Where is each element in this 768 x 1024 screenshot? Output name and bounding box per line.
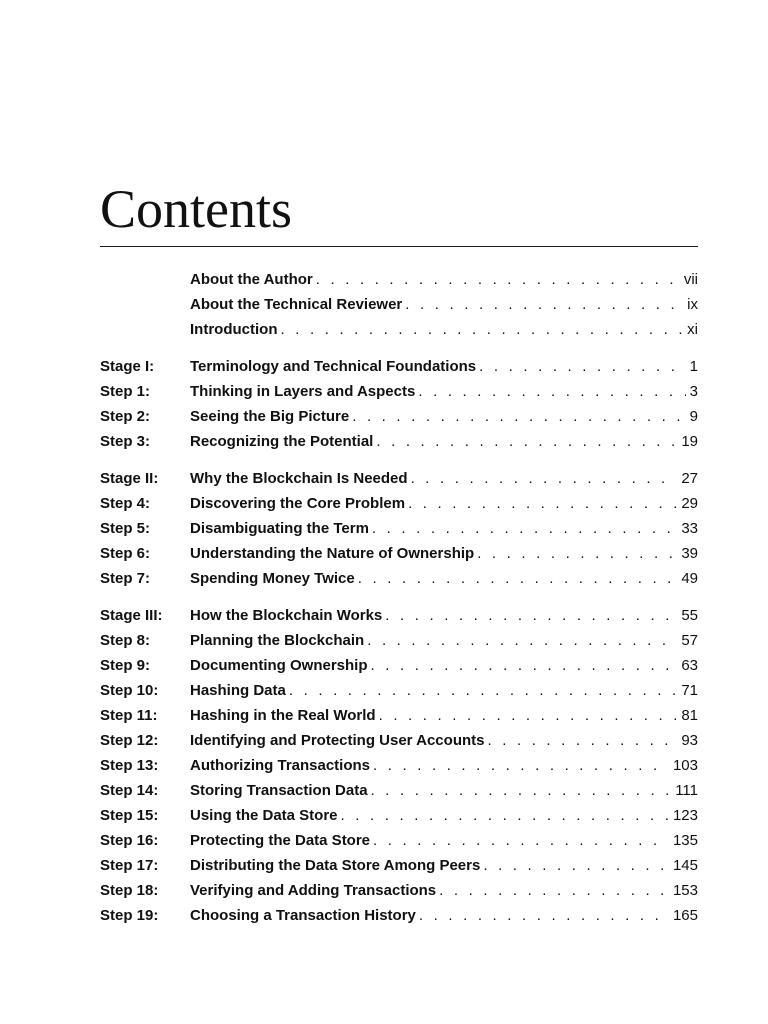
toc-entry[interactable] bbox=[100, 603, 698, 628]
toc-dot-leader bbox=[355, 566, 678, 591]
toc-group-front-matter bbox=[100, 267, 698, 342]
toc-entry-number: Stage II: bbox=[100, 470, 159, 487]
toc-entry-page: 63 bbox=[681, 657, 698, 674]
toc-dot-leader bbox=[277, 317, 683, 342]
toc-dot-leader bbox=[382, 603, 677, 628]
toc-entry[interactable] bbox=[100, 516, 698, 541]
toc-dot-leader bbox=[484, 728, 677, 753]
toc-entry-title: Choosing a Transaction History bbox=[190, 907, 416, 924]
toc-entry[interactable] bbox=[100, 317, 698, 342]
toc-entry-page: 9 bbox=[689, 408, 698, 425]
toc-entry-number: Stage I: bbox=[100, 358, 155, 375]
toc-entry[interactable] bbox=[100, 292, 698, 317]
toc-entry-title: Using the Data Store bbox=[190, 807, 338, 824]
toc-entry-number: Step 2: bbox=[100, 408, 151, 425]
toc-entry-title: Identifying and Protecting User Accounts bbox=[190, 732, 485, 749]
toc-dot-leader bbox=[313, 267, 680, 292]
toc-entry-number: Step 11: bbox=[100, 707, 158, 724]
toc-entry-title: Protecting the Data Store bbox=[190, 832, 371, 849]
toc-entry-title: Why the Blockchain Is Needed bbox=[190, 470, 408, 487]
toc-entry-number: Step 7: bbox=[100, 570, 151, 587]
toc-entry-title: Seeing the Big Picture bbox=[190, 408, 350, 425]
toc-entry-page: 29 bbox=[681, 495, 698, 512]
toc-entry-title: How the Blockchain Works bbox=[190, 607, 383, 624]
toc-entry-title: Disambiguating the Term bbox=[190, 520, 369, 537]
toc-entry-title: Spending Money Twice bbox=[190, 570, 355, 587]
toc-entry[interactable] bbox=[100, 828, 698, 853]
toc-entry-number: Step 16: bbox=[100, 832, 159, 849]
toc-entry-number: Step 10: bbox=[100, 682, 159, 699]
toc-dot-leader bbox=[402, 292, 683, 317]
toc-entry[interactable] bbox=[100, 853, 698, 878]
toc-dot-leader bbox=[405, 491, 677, 516]
toc-entry-number: Step 4: bbox=[100, 495, 151, 512]
toc-group-stage-2 bbox=[100, 466, 698, 591]
toc-entry-title: Introduction bbox=[190, 321, 278, 338]
toc-entry-number: Step 3: bbox=[100, 433, 151, 450]
toc-entry-page: vii bbox=[683, 271, 698, 288]
toc-entry-number: Step 13: bbox=[100, 757, 159, 774]
toc-entry-page: 39 bbox=[681, 545, 698, 562]
toc-entry-page: 135 bbox=[672, 832, 698, 849]
toc-entry-page: 1 bbox=[689, 358, 698, 375]
toc-entry-title: Recognizing the Potential bbox=[190, 433, 374, 450]
toc-entry-page: 103 bbox=[672, 757, 698, 774]
toc-entry-page: 111 bbox=[675, 782, 698, 799]
toc-entry-number: Step 14: bbox=[100, 782, 159, 799]
toc-dot-leader bbox=[376, 703, 678, 728]
toc-entry[interactable] bbox=[100, 541, 698, 566]
toc-entry-number: Step 18: bbox=[100, 882, 159, 899]
toc-dot-leader bbox=[338, 803, 669, 828]
toc-entry-page: 153 bbox=[672, 882, 698, 899]
toc-entry[interactable] bbox=[100, 903, 698, 928]
toc-entry[interactable] bbox=[100, 753, 698, 778]
toc-entry-page: 123 bbox=[672, 807, 698, 824]
toc-entry-number: Stage III: bbox=[100, 607, 163, 624]
toc-entry[interactable] bbox=[100, 566, 698, 591]
page-title: Contents bbox=[100, 179, 293, 239]
toc-entry-title: Understanding the Nature of Ownership bbox=[190, 545, 475, 562]
toc-entry-number: Step 6: bbox=[100, 545, 151, 562]
toc-entry[interactable] bbox=[100, 379, 698, 404]
toc-dot-leader bbox=[415, 379, 685, 404]
toc-entry-page: 49 bbox=[681, 570, 698, 587]
toc-dot-leader bbox=[368, 778, 672, 803]
toc-entry-number: Step 15: bbox=[100, 807, 159, 824]
toc-entry-page: 55 bbox=[681, 607, 698, 624]
toc-entry[interactable] bbox=[100, 803, 698, 828]
toc-entry-page: ix bbox=[687, 296, 698, 313]
toc-entry[interactable] bbox=[100, 491, 698, 516]
toc-entry-title: Terminology and Technical Foundations bbox=[190, 358, 477, 375]
toc-entry-page: 165 bbox=[672, 907, 698, 924]
toc-entry-number: Step 17: bbox=[100, 857, 159, 874]
toc-entry[interactable] bbox=[100, 628, 698, 653]
toc-entry-number: Step 8: bbox=[100, 632, 151, 649]
toc-entry-title: Distributing the Data Store Among Peers bbox=[190, 857, 481, 874]
toc-entry-number: Step 1: bbox=[100, 383, 151, 400]
toc-dot-leader bbox=[408, 466, 678, 491]
toc-entry-title: About the Technical Reviewer bbox=[190, 296, 403, 313]
toc-entry-title: Authorizing Transactions bbox=[190, 757, 371, 774]
toc-entry-title: Storing Transaction Data bbox=[190, 782, 368, 799]
toc-entry[interactable] bbox=[100, 653, 698, 678]
toc-dot-leader bbox=[349, 404, 685, 429]
toc-entry-page: 93 bbox=[681, 732, 698, 749]
toc-dot-leader bbox=[368, 653, 678, 678]
toc-entry-number: Step 5: bbox=[100, 520, 151, 537]
toc-dot-leader bbox=[364, 628, 677, 653]
toc-entry[interactable] bbox=[100, 703, 698, 728]
toc-entry-page: 145 bbox=[672, 857, 698, 874]
toc-entry-title: Hashing in the Real World bbox=[190, 707, 376, 724]
toc-entry-page: 19 bbox=[681, 433, 698, 450]
title-divider bbox=[100, 246, 698, 247]
toc-entry-page: 57 bbox=[681, 632, 698, 649]
toc-group-stage-3 bbox=[100, 603, 698, 928]
toc-entry-title: About the Author bbox=[190, 271, 313, 288]
toc-entry-number: Step 12: bbox=[100, 732, 159, 749]
toc-dot-leader bbox=[370, 753, 669, 778]
toc-entry[interactable] bbox=[100, 728, 698, 753]
toc-entry-page: 33 bbox=[681, 520, 698, 537]
toc-entry[interactable] bbox=[100, 267, 698, 292]
toc-entry[interactable] bbox=[100, 429, 698, 454]
toc-entry[interactable] bbox=[100, 878, 698, 903]
toc-entry-title: Documenting Ownership bbox=[190, 657, 368, 674]
toc-entry-page: 81 bbox=[681, 707, 698, 724]
toc-dot-leader bbox=[416, 903, 669, 928]
toc-entry[interactable] bbox=[100, 778, 698, 803]
toc-entry-page: 71 bbox=[681, 682, 698, 699]
toc-dot-leader bbox=[369, 516, 677, 541]
toc-entry-title: Verifying and Adding Transactions bbox=[190, 882, 437, 899]
toc-dot-leader bbox=[436, 878, 669, 903]
toc-entry-title: Planning the Blockchain bbox=[190, 632, 365, 649]
toc-dot-leader bbox=[480, 853, 669, 878]
toc-entry-title: Discovering the Core Problem bbox=[190, 495, 406, 512]
toc-entry-title: Hashing Data bbox=[190, 682, 286, 699]
toc-entry-number: Step 9: bbox=[100, 657, 151, 674]
toc-entry-page: 3 bbox=[689, 383, 698, 400]
toc-entry-title: Thinking in Layers and Aspects bbox=[190, 383, 416, 400]
toc-entry-number: Step 19: bbox=[100, 907, 159, 924]
toc-entry-page: 27 bbox=[681, 470, 698, 487]
toc-dot-leader bbox=[373, 429, 677, 454]
toc-dot-leader bbox=[370, 828, 669, 853]
toc-entry[interactable] bbox=[100, 404, 698, 429]
toc-group-stage-1 bbox=[100, 354, 698, 454]
toc-entry[interactable] bbox=[100, 466, 698, 491]
toc-dot-leader bbox=[476, 354, 686, 379]
toc-entry[interactable] bbox=[100, 354, 698, 379]
toc-entry[interactable] bbox=[100, 678, 698, 703]
table-of-contents bbox=[100, 267, 698, 928]
toc-dot-leader bbox=[474, 541, 677, 566]
toc-dot-leader bbox=[286, 678, 677, 703]
toc-entry-page: xi bbox=[687, 321, 698, 338]
